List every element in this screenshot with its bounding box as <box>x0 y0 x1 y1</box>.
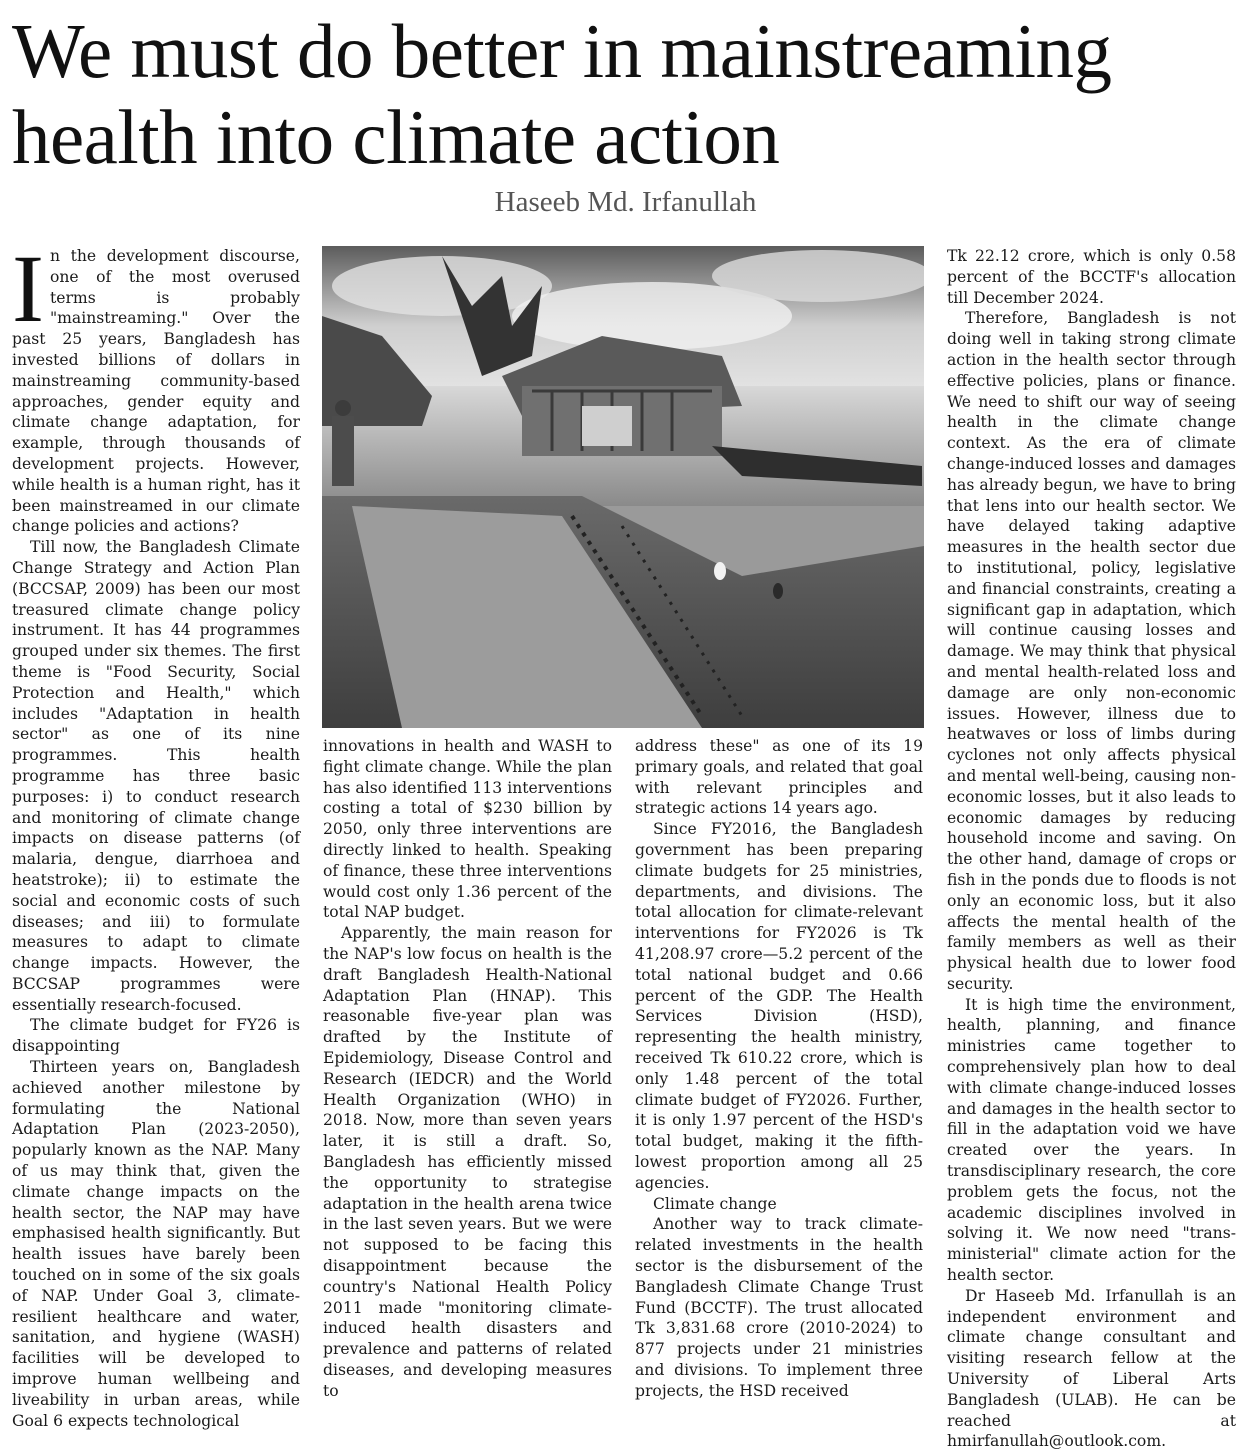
headline-line-1: We must do better in mainstreaming <box>12 8 1112 94</box>
subheading: Climate change <box>653 1194 777 1213</box>
article-photo <box>322 246 924 728</box>
subheading: The climate budget for FY26 is disappointing <box>12 1016 300 1056</box>
paragraph: Till now, the Bangladesh Climate Change Strategy and Action Plan (BCCSAP, 2009) has been our most treasured climate change policy instrument. It has 44 programmes grouped under six themes. The first theme is "Food Security, Social Protection and Health," which includes "Adaptation in health sector" as one of its nine programmes. This health programme has three basic purposes: i) to conduct research and monitoring of climate change impacts on disease patterns (of malaria, dengue, diarrhoea and heatstroke); ii) to estimate the social and economic costs of such diseases; and iii) to formulate measures to adapt to climate change impacts. However, the BCCSAP programmes were essentially research-focused. <box>12 538 300 1014</box>
paragraph: Another way to track climate-related investments in the health sector is the disbursement of the Bangladesh Climate Change Trust Fund (BCCTF). The trust allocated Tk 3,831.68 crore (2010-2024) to 877 projects under 21 ministries and divisions. To implement three projects, the HSD received <box>635 1215 923 1400</box>
headline-line-2: health into climate action <box>12 94 780 180</box>
paragraph: innovations in health and WASH to fight climate change. While the plan has also identified 113 interventions costing a total of $230 billion by 2050, only three interventions are directly linked to health. Speaking of finance, these three interventions would cost only 1.36 percent of the total NAP budget. <box>323 737 612 922</box>
paragraph: Since FY2016, the Bangladesh government has been preparing climate budgets for 25 ministries, departments, and divisions. The total allocation for climate-relevant interventions for FY2026 is Tk 41,208.97 crore—5.2 percent of the total national budget and 0.66 percent of the GDP. The Health Services Division (HSD), representing the health ministry, received Tk 610.22 crore, which is only 1.48 percent of the total climate budget of FY2026. Further, it is only 1.97 percent of the HSD's total budget, making it the fifth-lowest proportion among all 25 agencies. <box>635 820 923 1192</box>
paragraph: Therefore, Bangladesh is not doing well in taking strong climate action in the health sector through effective policies, plans or finance. We need to shift our way of seeing health in the climate change context. As the era of climate change-induced losses and damages has already begun, we have to bring that lens into our health sector. We have delayed taking adaptive measures in the health sector due to institutional, policy, legislative and financial constraints, creating a significant gap in adaptation, which will continue causing losses and damage. We may think that physical and mental health-related loss and damage are only non-economic issues. However, illness due to heatwaves or loss of limbs during cyclones not only affects physical and mental well-being, causing non-economic losses, but it also leads to economic damages by reducing household income and saving. On the other hand, damage of crops or fish in the ponds due to floods is not only an economic loss, but it also affects the mental health of the family members as well as their physical health due to lower food security. <box>947 309 1236 993</box>
headline <box>12 8 1242 180</box>
drop-cap: I <box>12 235 44 342</box>
paragraph: Tk 22.12 crore, which is only 0.58 percent of the BCCTF's allocation till December 2024. <box>947 247 1236 307</box>
author-bio: Dr Haseeb Md. Irfanullah is an independent environment and climate change consultant and visiting research fellow at the University of Liberal Arts Bangladesh (ULAB). He can be reached at hmirfanullah@outlook.com. <box>947 1286 1236 1451</box>
paragraph: address these" as one of its 19 primary goals, and related that goal with relevant principles and strategic actions 14 years ago. <box>635 737 923 818</box>
paragraph: Apparently, the main reason for the NAP's low focus on health is the draft Bangladesh Health-National Adaptation Plan (HNAP). This reasonable five-year plan was drafted by the Institute of Epidemiology, Disease Control and Research (IEDCR) and the World Health Organization (WHO) in 2018. Now, more than seven years later, it is still a draft. So, Bangladesh has efficiently missed the opportunity to strategise adaptation in the health arena twice in the last seven years. But we were not supposed to be facing this disappointment because the country's National Health Policy 2011 made "monitoring climate-induced health disasters and prevalence and patterns of related diseases, and developing measures to <box>323 924 612 1400</box>
paragraph: In the development discourse, one of the most overused terms is probably "mainstreaming." Over the past 25 years, Bangladesh has invested billions of dollars in mainstreaming community-based approaches, gender equity and climate change adaptation, for example, through thousands of development projects. However, while health is a human right, has it been mainstreamed in our climate change policies and actions? <box>12 235 300 536</box>
column-1 <box>12 235 300 1431</box>
photo-village-hut-shoreline-icon <box>322 246 924 728</box>
paragraph: Thirteen years on, Bangladesh achieved another milestone by formulating the National Adaptation Plan (2023-2050), popularly known as the NAP. Many of us may think that, given the climate change impacts on the health sector, the NAP may have emphasised health significantly. But health issues have barely been touched on in some of the six goals of NAP. Under Goal 3, climate-resilient healthcare and water, sanitation, and hygiene (WASH) facilities will be developed to improve human wellbeing and liveability in urban areas, while Goal 6 expects technological <box>12 1058 300 1430</box>
column-3 <box>635 736 923 1402</box>
paragraph: It is high time the environment, health, planning, and finance ministries came together to comprehensively plan how to deal with climate change-induced losses and damages in the health sector to fill in the adaptation void we have created over the years. In transdisciplinary research, the core problem gets the focus, not the academic disciplines involved in solving it. We now need "trans-ministerial" climate action for the health sector. <box>947 995 1236 1285</box>
column-4 <box>947 246 1236 1452</box>
byline: Haseeb Md. Irfanullah <box>494 186 757 218</box>
column-2 <box>323 736 612 1402</box>
